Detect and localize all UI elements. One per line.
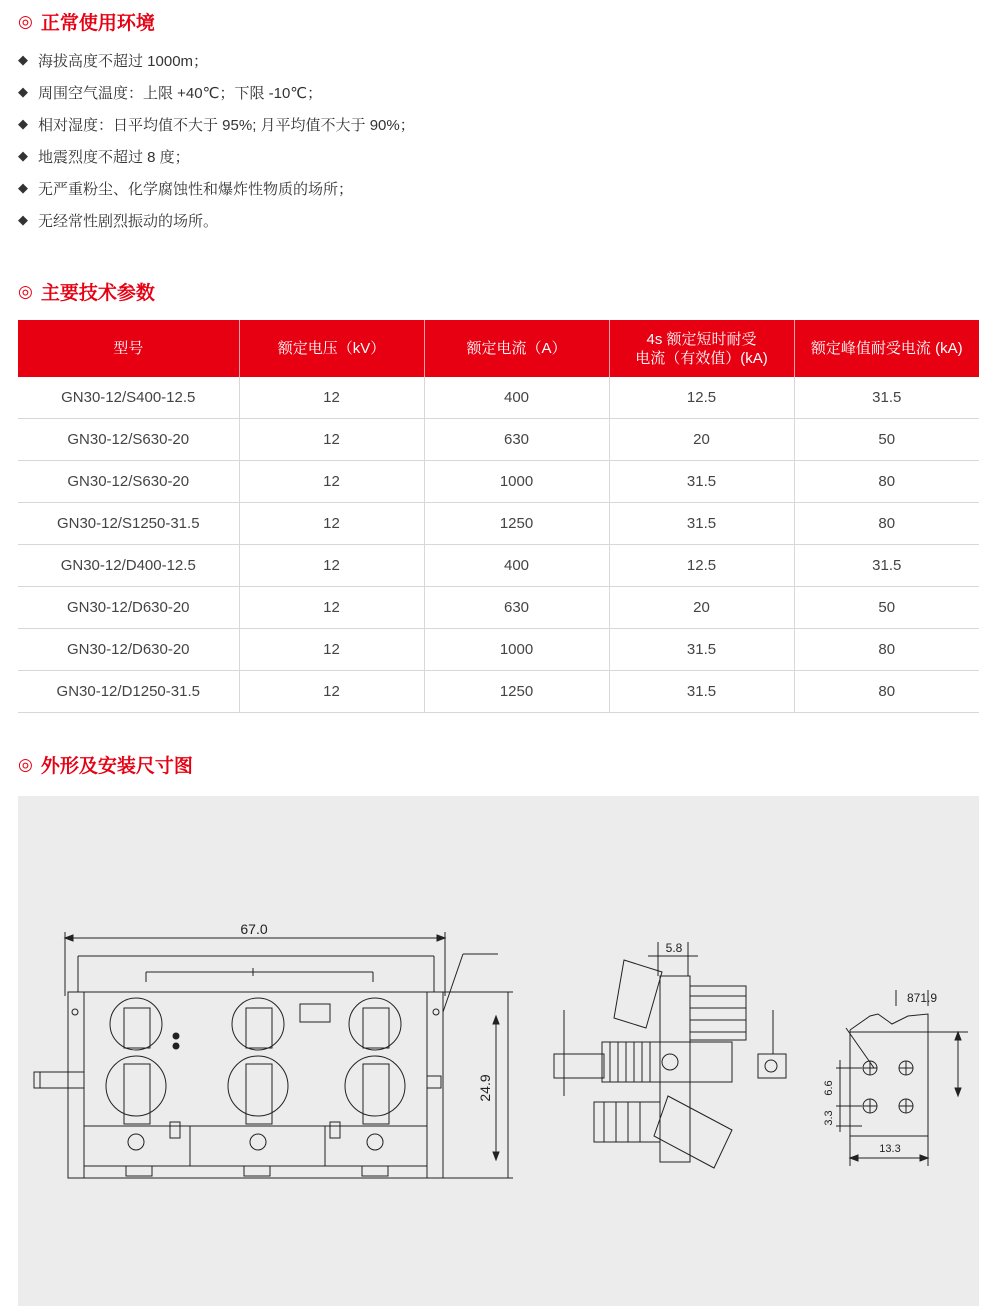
table-cell: 31.5 [609, 629, 794, 671]
header-short-time-line1: 4s 额定短时耐受 [646, 330, 757, 348]
side-top-label: 5.8 [665, 941, 683, 955]
table-cell: 31.5 [794, 545, 979, 587]
table-cell: 31.5 [794, 377, 979, 419]
table-cell: 630 [424, 419, 609, 461]
parameters-table-body [18, 377, 979, 713]
front-height-label: 24.9 [477, 1074, 493, 1102]
circle-mark-icon: ◎ [18, 11, 33, 31]
table-cell: 20 [609, 587, 794, 629]
table-row [18, 503, 979, 545]
table-cell: GN30-12/S1250-31.5 [18, 503, 239, 545]
list-item: ◆ 周围空气温度：上限 +40℃；下限 -10℃； [18, 84, 323, 102]
detail-view [836, 990, 968, 1166]
table-cell: GN30-12/D630-20 [18, 587, 239, 629]
table-row [18, 461, 979, 503]
table-row [18, 419, 979, 461]
environment-title [18, 8, 155, 35]
table-cell: 12 [239, 545, 424, 587]
front-width-label: 67.0 [240, 921, 268, 937]
table-cell: 1250 [424, 503, 609, 545]
table-cell: GN30-12/D400-12.5 [18, 545, 239, 587]
detail-v1-label: 6.6 [823, 1080, 835, 1096]
table-cell: 400 [424, 377, 609, 419]
table-cell: GN30-12/D1250-31.5 [18, 671, 239, 713]
header-model: 型号 [18, 320, 239, 377]
dimension-drawing-panel [18, 796, 979, 1306]
table-cell: GN30-12/S400-12.5 [18, 377, 239, 419]
list-item: ◆ 海拔高度不超过 1000m； [18, 52, 209, 70]
list-item: ◆ 相对湿度：日平均值不大于 95%; 月平均值不大于 90%； [18, 116, 415, 134]
parameters-title [18, 278, 155, 305]
list-item: ◆ 无经常性剧烈振动的场所。 [18, 212, 219, 230]
circle-mark-icon: ◎ [18, 281, 33, 301]
header-current: 额定电流（A） [424, 320, 609, 377]
environment-title-text: 正常使用环境 [40, 13, 155, 34]
table-cell: 12 [239, 671, 424, 713]
table-cell: 50 [794, 587, 979, 629]
table-row [18, 377, 979, 419]
circle-mark-icon: ◎ [18, 754, 33, 774]
header-short-time-current [609, 320, 794, 377]
dimension-drawing [18, 796, 979, 1306]
table-row [18, 545, 979, 587]
table-cell: 80 [794, 461, 979, 503]
diamond-bullet-icon: ◆ [18, 52, 28, 67]
table-cell: 630 [424, 587, 609, 629]
diamond-bullet-icon: ◆ [18, 84, 28, 99]
diamond-bullet-icon: ◆ [18, 148, 28, 163]
table-cell: GN30-12/D630-20 [18, 629, 239, 671]
side-view [554, 942, 786, 1168]
table-cell: 31.5 [609, 671, 794, 713]
detail-v2-label: 3.3 [823, 1110, 835, 1126]
table-cell: 12 [239, 419, 424, 461]
table-cell: 1250 [424, 671, 609, 713]
detail-bottom-label: 13.3 [879, 1143, 901, 1155]
table-cell: 31.5 [609, 461, 794, 503]
dimensions-title-text: 外形及安装尺寸图 [40, 756, 193, 777]
table-cell: GN30-12/S630-20 [18, 461, 239, 503]
table-cell: 12 [239, 629, 424, 671]
table-cell: 50 [794, 419, 979, 461]
table-cell: 12.5 [609, 545, 794, 587]
table-cell: 12 [239, 461, 424, 503]
environment-list [18, 44, 415, 236]
table-cell: 12 [239, 587, 424, 629]
diamond-bullet-icon: ◆ [18, 212, 28, 227]
table-cell: 1000 [424, 461, 609, 503]
detail-top-label: 871.9 [906, 991, 938, 1005]
table-row [18, 587, 979, 629]
header-peak-current: 额定峰值耐受电流 (kA) [794, 320, 979, 377]
table-cell: 80 [794, 629, 979, 671]
header-voltage: 额定电压（kV） [239, 320, 424, 377]
parameters-title-text: 主要技术参数 [40, 283, 155, 304]
dimensions-title [18, 751, 193, 778]
table-cell: 12 [239, 377, 424, 419]
diamond-bullet-icon: ◆ [18, 180, 28, 195]
table-row [18, 671, 979, 713]
table-row [18, 629, 979, 671]
list-item: ◆ 无严重粉尘、化学腐蚀性和爆炸性物质的场所； [18, 180, 354, 198]
table-cell: 12.5 [609, 377, 794, 419]
table-cell: 12 [239, 503, 424, 545]
table-cell: 1000 [424, 629, 609, 671]
table-cell: 80 [794, 671, 979, 713]
table-cell: 80 [794, 503, 979, 545]
table-cell: 31.5 [609, 503, 794, 545]
diamond-bullet-icon: ◆ [18, 116, 28, 131]
list-item: ◆ 地震烈度不超过 8 度； [18, 148, 190, 166]
table-cell: 20 [609, 419, 794, 461]
header-short-time-line2: 电流（有效值）(kA) [635, 349, 768, 367]
table-header-row [18, 320, 979, 377]
table-cell: 400 [424, 545, 609, 587]
front-view [34, 932, 513, 1178]
parameters-table [18, 320, 979, 713]
table-cell: GN30-12/S630-20 [18, 419, 239, 461]
